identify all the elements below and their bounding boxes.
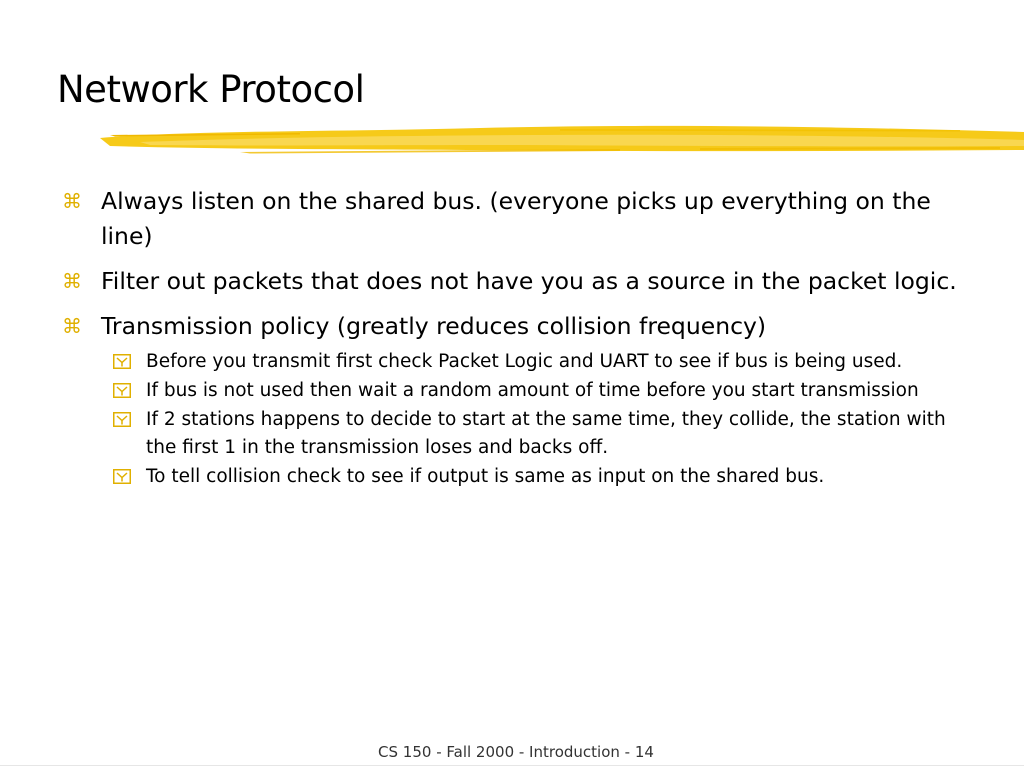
bullet-text: Filter out packets that does not have you as a source in the packet logic. [101,267,957,295]
bullet-item [62,309,962,344]
sub-bullet-item [113,406,962,462]
bullet-text: Transmission policy (greatly reduces collision frequency) [101,312,767,340]
z-bullet-icon: ⌘ [62,314,82,338]
sub-bullet-text: If bus is not used then wait a random amount of time before you start transmission [146,380,919,401]
sub-bullet-list [113,348,962,491]
sub-bullet-text: If 2 stations happens to decide to start at the same time, they collide, the station with the first 1 in the transmission loses and backs off. [146,409,946,458]
sub-bullet-text: Before you transmit first check Packet Logic and UART to see if bus is being used. [146,351,903,372]
bullet-item [62,264,962,299]
bottom-divider [0,765,1024,766]
sub-bullet-item [113,377,962,405]
checkbox-bullet-icon [113,412,131,427]
sub-bullet-item [113,463,962,491]
slide-footer [0,740,1024,764]
bullet-item [62,184,962,254]
sub-bullet-item [113,348,962,376]
yellow-brush-underline [0,118,1024,162]
bullet-text: Always listen on the shared bus. (everyone picks up everything on the line) [101,187,931,250]
footer-text: CS 150 - Fall 2000 - Introduction - 14 [378,743,654,761]
slide-title: Network Protocol [57,68,365,111]
z-bullet-icon: ⌘ [62,269,82,293]
checkbox-bullet-icon [113,354,131,369]
checkbox-bullet-icon [113,469,131,484]
checkbox-bullet-icon [113,383,131,398]
slide-body [62,184,962,492]
sub-bullet-text: To tell collision check to see if output is same as input on the shared bus. [146,466,825,487]
z-bullet-icon: ⌘ [62,189,82,213]
